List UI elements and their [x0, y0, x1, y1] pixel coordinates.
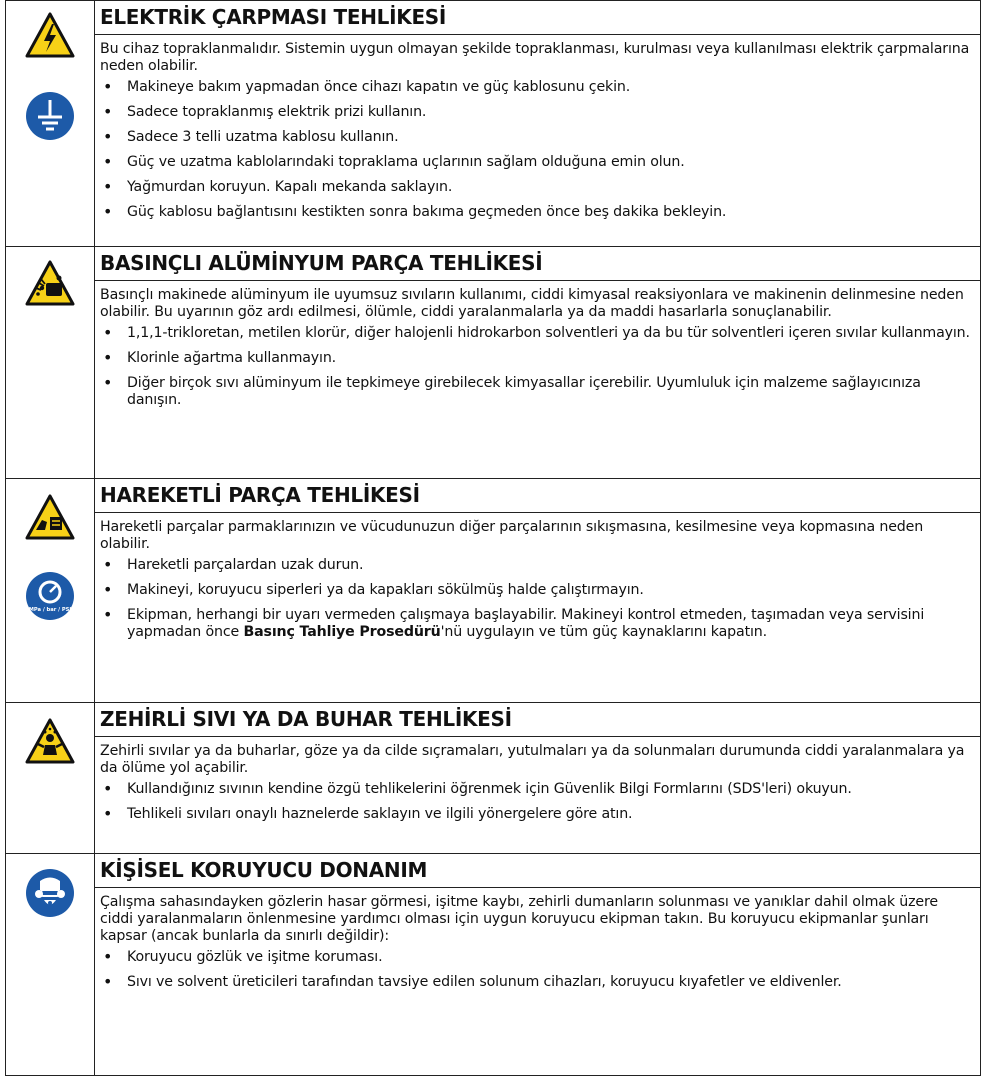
bullet-list — [100, 79, 972, 221]
list-item-text: 'nü uygulayın ve tüm güç kaynaklarını kapatın. — [440, 624, 767, 640]
icon-column — [6, 854, 95, 1075]
list-item: • Kullandığınız sıvının kendine özgü tehlikelerini öğrenmek için Güvenlik Bilgi Formlarını (SDS'leri) okuyun. — [100, 781, 972, 798]
section-intro: Zehirli sıvılar ya da buharlar, göze ya da cilde sıçramaları, yutulmaları ya da solunmaları durumunda ciddi yaralanmalara ya da ölüme yol açabilir. — [100, 743, 965, 776]
list-item: • Güç kablosu bağlantısını kestikten sonra bakıma geçmeden önce beş dakika bekleyin. — [100, 204, 972, 221]
section-title: BASINÇLI ALÜMİNYUM PARÇA TEHLİKESİ — [95, 247, 980, 281]
icon-column — [6, 479, 95, 702]
list-item: • Güç ve uzatma kablolarındaki topraklama uçlarının sağlam olduğuna emin olun. — [100, 154, 972, 171]
toxic-fumes-warning-icon — [25, 717, 75, 767]
section-content — [95, 479, 980, 702]
electric-shock-warning-icon — [25, 11, 75, 61]
list-item: • Sadece 3 telli uzatma kablosu kullanın. — [100, 129, 972, 146]
section-title: ELEKTRİK ÇARPMASI TEHLİKESİ — [95, 1, 980, 35]
ground-symbol-icon — [25, 91, 75, 141]
pressure-relief-icon — [25, 571, 75, 621]
section-content — [95, 703, 980, 853]
section-intro: Basınçlı makinede alüminyum ile uyumsuz sıvıların kullanımı, ciddi kimyasal reaksiyonlara ve makinenin delinmesine neden olabilir. Bu uyarının göz ardı edilmesi, ölümle, ciddi yaralanmalarla ya da maddi hasarlarla sonuçlanabilir. — [100, 287, 964, 320]
section-pressurized-aluminum — [5, 247, 981, 479]
list-item-text: Ekipman, herhangi bir uyarı vermeden çalışmaya başlayabilir. Makineyi kontrol etmeden, taşımadan veya servisini yapmadan önce — [127, 607, 925, 640]
section-intro: Çalışma sahasındayken gözlerin hasar görmesi, işitme kaybı, zehirli dumanların solunması ve yanıklar dahil olmak üzere ciddi yaralanmaların önlenmesine yardımcı olması için uygun koruyucu ekipman takın. Bu koruyucu ekipmanlar şunları kapsar (ancak bunlarla da sınırlı değildir): — [100, 894, 938, 944]
section-intro: Bu cihaz topraklanmalıdır. Sistemin uygun olmayan şekilde topraklanması, kurulması veya kullanılması elektrik çarpmalarına neden olabilir. — [100, 41, 970, 74]
section-toxic-fluid — [5, 703, 981, 854]
list-item: • Koruyucu gözlük ve işitme koruması. — [100, 949, 972, 966]
bullet-list — [100, 557, 972, 641]
list-item: • Diğer birçok sıvı alüminyum ile tepkimeye girebilecek kimyasallar içerebilir. Uyumluluk için malzeme sağlayıcınıza danışın. — [100, 375, 972, 409]
bullet-list — [100, 325, 972, 409]
list-item: • Yağmurdan koruyun. Kapalı mekanda saklayın. — [100, 179, 972, 196]
section-electric-shock — [5, 0, 981, 247]
list-item: • Hareketli parçalardan uzak durun. — [100, 557, 972, 574]
section-intro: Hareketli parçalar parmaklarınızın ve vücudunuzun diğer parçalarının sıkışmasına, kesilmesine veya kopmasına neden olabilir. — [100, 519, 924, 552]
list-item: • Makineyi, koruyucu siperleri ya da kapakları sökülmüş halde çalıştırmayın. — [100, 582, 972, 599]
bullet-list — [100, 949, 972, 991]
list-item: • Tehlikeli sıvıları onaylı haznelerde saklayın ve ilgili yönergelere göre atın. — [100, 806, 972, 823]
list-item: • 1,1,1-trikloretan, metilen klorür, diğer halojenli hidrokarbon solventleri ya da bu tür solventleri içeren sıvılar kullanmayın. — [100, 325, 972, 342]
section-content — [95, 854, 980, 1075]
section-title: ZEHİRLİ SIVI YA DA BUHAR TEHLİKESİ — [95, 703, 980, 737]
bullet-list — [100, 781, 972, 823]
section-title: KİŞİSEL KORUYUCU DONANIM — [95, 854, 980, 888]
list-item: • Sıvı ve solvent üreticileri tarafından tavsiye edilen solunum cihazları, koruyucu kıyafetler ve eldivenler. — [100, 974, 972, 991]
list-item: • Klorinle ağartma kullanmayın. — [100, 350, 972, 367]
pressurized-aluminum-warning-icon — [25, 259, 75, 309]
list-item: • Makineye bakım yapmadan önce cihazı kapatın ve güç kablosunu çekin. — [100, 79, 972, 96]
list-item — [100, 607, 972, 641]
moving-parts-warning-icon — [25, 493, 75, 543]
section-title: HAREKETLİ PARÇA TEHLİKESİ — [95, 479, 980, 513]
section-content — [95, 1, 980, 246]
section-content — [95, 247, 980, 478]
procedure-reference: Basınç Tahliye Prosedürü — [243, 624, 441, 640]
pressure-unit-label: MPa / bar / PSI — [28, 607, 72, 613]
personal-protective-equipment-icon — [25, 868, 75, 918]
section-ppe — [5, 854, 981, 1076]
icon-column — [6, 703, 95, 853]
icon-column — [6, 247, 95, 478]
icon-column — [6, 1, 95, 246]
list-item: • Sadece topraklanmış elektrik prizi kullanın. — [100, 104, 972, 121]
section-moving-parts — [5, 479, 981, 703]
